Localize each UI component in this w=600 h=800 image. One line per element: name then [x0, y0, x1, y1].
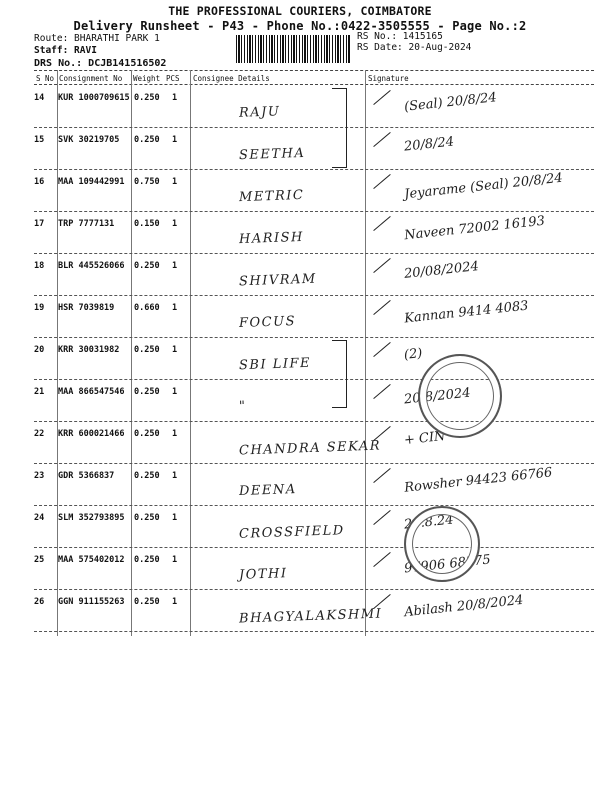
staff-label: Staff: RAVI [34, 45, 97, 56]
row-consignee: METRIC [238, 187, 305, 206]
row-weight: 0.250 [134, 429, 160, 439]
row-consignee: SEETHA [238, 145, 306, 164]
row-signature: Abilash 20/8/2024 [403, 592, 525, 621]
row-separator [34, 421, 594, 422]
row-signature: 97906 68375 [403, 552, 492, 577]
runsheet-subtitle: Delivery Runsheet - P43 - Phone No.:0422-3505555 - Page No.:2 [73, 19, 527, 33]
row-pcs: 1 [172, 177, 178, 187]
row-weight: 0.150 [134, 219, 160, 229]
row-consignment: GGN 911155263 [58, 597, 125, 607]
row-consignment: KUR 1000709615 [58, 93, 130, 103]
row-separator [34, 337, 594, 338]
table-row [34, 507, 594, 548]
row-sno: 17 [34, 219, 45, 229]
col-header-weight: Weight [133, 74, 161, 83]
rs-date: RS Date: 20-Aug-2024 [357, 42, 472, 53]
check-mark-icon [373, 174, 390, 189]
row-signature: Kannan 9414 4083 [403, 298, 530, 327]
row-signature: 20.8.24 [403, 512, 455, 533]
row-pcs: 1 [172, 93, 178, 103]
row-consignment: MAA 109442991 [58, 177, 125, 187]
row-weight: 0.250 [134, 345, 160, 355]
row-signature: 20/8/2024 [403, 385, 472, 408]
table-row [34, 297, 594, 338]
row-consignment: SLM 352793895 [58, 513, 125, 523]
row-weight: 0.250 [134, 555, 160, 565]
row-consignment: MAA 575402012 [58, 555, 125, 565]
table-row [34, 339, 594, 380]
check-mark-icon [373, 132, 390, 147]
table-row [34, 255, 594, 296]
row-pcs: 1 [172, 429, 178, 439]
row-pcs: 1 [172, 303, 178, 313]
row-weight: 0.250 [134, 513, 160, 523]
row-weight: 0.250 [134, 387, 160, 397]
bracket-mark [332, 340, 347, 408]
header-top-rule [34, 70, 594, 71]
row-sno: 14 [34, 93, 45, 103]
row-consignment: KRR 600021466 [58, 429, 125, 439]
company-seal-stamp [404, 506, 480, 582]
table-row [34, 213, 594, 254]
row-pcs: 1 [172, 387, 178, 397]
row-signature: Jeyarame (Seal) 20/8/24 [403, 170, 564, 203]
row-signature: 20/08/2024 [403, 259, 480, 282]
row-sno: 24 [34, 513, 45, 523]
bracket-mark [332, 88, 347, 168]
row-separator [34, 589, 594, 590]
row-separator [34, 505, 594, 506]
check-mark-icon [373, 384, 390, 399]
row-sno: 25 [34, 555, 45, 565]
table-row [34, 381, 594, 422]
company-title: THE PROFESSIONAL COURIERS, COIMBATORE [168, 4, 432, 18]
row-separator [34, 253, 594, 254]
row-consignment: KRR 30031982 [58, 345, 120, 355]
row-weight: 0.250 [134, 597, 160, 607]
table-row [34, 549, 594, 590]
row-consignee: SBI LIFE [238, 355, 312, 374]
row-weight: 0.750 [134, 177, 160, 187]
row-separator [34, 547, 594, 548]
check-mark-icon [373, 426, 390, 441]
row-pcs: 1 [172, 345, 178, 355]
check-mark-icon [373, 90, 390, 105]
table-row [34, 171, 594, 212]
row-weight: 0.250 [134, 93, 160, 103]
row-pcs: 1 [172, 261, 178, 271]
row-separator [34, 379, 594, 380]
table-row [34, 423, 594, 464]
table-row [34, 465, 594, 506]
row-sno: 21 [34, 387, 45, 397]
row-consignee: " [238, 398, 247, 415]
table-row [34, 591, 594, 632]
row-consignee: DEENA [238, 481, 297, 500]
row-consignment: BLR 445526066 [58, 261, 125, 271]
row-sno: 20 [34, 345, 45, 355]
row-consignment: SVK 30219705 [58, 135, 120, 145]
row-separator [34, 631, 594, 632]
col-header-consignment: Consignment No [59, 74, 123, 83]
row-pcs: 1 [172, 219, 178, 229]
row-sno: 18 [34, 261, 45, 271]
row-consignment: MAA 866547546 [58, 387, 125, 397]
check-mark-icon [373, 510, 390, 525]
row-consignee: JOTHI [238, 566, 288, 583]
row-consignment: GDR 5366837 [58, 471, 115, 481]
row-pcs: 1 [172, 135, 178, 145]
row-separator [34, 211, 594, 212]
row-consignee: FOCUS [238, 314, 297, 331]
check-mark-icon [373, 300, 390, 315]
row-weight: 0.250 [134, 471, 160, 481]
table-row [34, 87, 594, 128]
company-seal-stamp [418, 354, 502, 438]
row-sno: 19 [34, 303, 45, 313]
row-signature: (2) [403, 346, 424, 363]
row-pcs: 1 [172, 555, 178, 565]
row-separator [34, 169, 594, 170]
row-sno: 16 [34, 177, 45, 187]
row-signature: + CIN [403, 428, 447, 449]
row-pcs: 1 [172, 471, 178, 481]
row-separator [34, 463, 594, 464]
row-consignment: TRP 7777131 [58, 219, 115, 229]
row-sno: 15 [34, 135, 45, 145]
check-mark-icon [373, 258, 390, 273]
row-consignee: RAJU [238, 104, 281, 121]
row-weight: 0.250 [134, 135, 160, 145]
header-bottom-rule [34, 84, 594, 85]
row-signature: 20/8/24 [403, 134, 455, 155]
row-consignee: BHAGYALAKSHMI [238, 606, 383, 627]
row-sno: 26 [34, 597, 45, 607]
check-mark-icon [373, 552, 390, 567]
table-row [34, 129, 594, 170]
row-separator [34, 127, 594, 128]
col-header-consignee: Consignee Details [193, 74, 270, 83]
row-pcs: 1 [172, 513, 178, 523]
check-mark-icon [373, 342, 390, 357]
row-consignee: CROSSFIELD [238, 523, 345, 542]
row-consignment: HSR 7039819 [58, 303, 115, 313]
col-header-signature: Signature [368, 74, 409, 83]
row-signature: Naveen 72002 16193 [403, 213, 546, 244]
row-weight: 0.250 [134, 261, 160, 271]
check-mark-icon [373, 216, 390, 231]
row-consignee: HARISH [238, 229, 305, 248]
row-sno: 23 [34, 471, 45, 481]
row-consignee: CHANDRA SEKAR [238, 438, 382, 459]
row-separator [34, 295, 594, 296]
rs-number: RS No.: 1415165 [357, 31, 443, 42]
drs-number: DRS No.: DCJB141516502 [34, 58, 167, 69]
col-header-pcs: PCS [166, 74, 180, 83]
row-signature: (Seal) 20/8/24 [403, 90, 498, 115]
barcode-image [236, 35, 350, 63]
row-pcs: 1 [172, 597, 178, 607]
row-signature: Rowsher 94423 66766 [403, 465, 554, 496]
row-weight: 0.660 [134, 303, 160, 313]
row-sno: 22 [34, 429, 45, 439]
check-mark-icon [373, 468, 390, 483]
route-label: Route: BHARATHI PARK 1 [34, 33, 160, 44]
row-consignee: SHIVRAM [238, 271, 318, 290]
col-header-sno: S No [36, 74, 55, 83]
